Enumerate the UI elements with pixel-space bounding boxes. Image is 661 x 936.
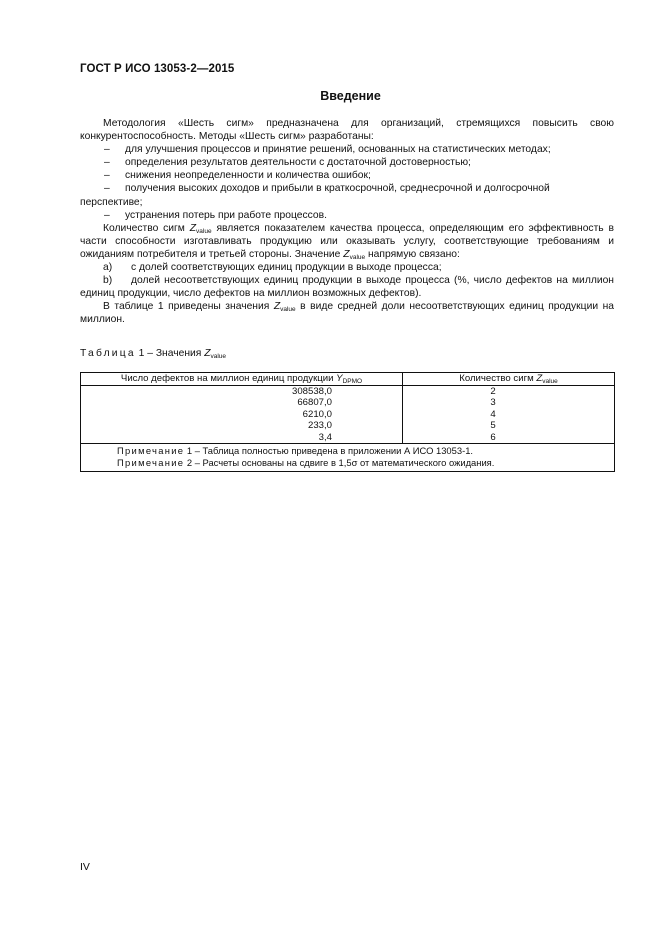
section-title: Введение	[320, 89, 381, 103]
list-item-b: b) долей несоответствующих единиц продукции в выходе процесса (%, число дефектов на миллион единиц продукции, число дефектов на миллион возможных дефектов).	[80, 275, 614, 300]
column-header-dpmo: Число дефектов на миллион единиц продукции $Y_{DPMO}$	[81, 373, 403, 386]
document-header: ГОСТ Р ИСО 13053-2—2015	[80, 63, 235, 75]
body-text	[80, 117, 614, 327]
table-caption: Таблица 1 – Значения $Z_{value}$	[80, 348, 227, 360]
note-1: Примечание 1 – Таблица полностью приведена в приложении А ИСО 13053-1.	[117, 445, 474, 457]
table-notes-row	[81, 444, 615, 472]
bullet-item: – снижения неопределенности и количества ошибок;	[104, 170, 371, 182]
table-row: 6210,0 4	[81, 409, 615, 420]
list-item-a: a) с долей соответствующих единиц продукции в выходе процесса;	[103, 262, 442, 274]
bullet-item: – определения результатов деятельности с достаточной достоверностью;	[104, 157, 471, 169]
column-header-sigma: Количество сигм $Z_{value}$	[403, 373, 615, 386]
bullet-item: – для улучшения процессов и принятие решений, основанных на статистических методах;	[104, 144, 551, 156]
bullet-item: – устранения потерь при работе процессов.	[104, 209, 327, 221]
paragraph-sigma: Количество сигм $Z_{value}$ является показателем качества процесса, определяющим его эффективность в части способности изготавливать продукцию или оказывать услугу, соответствующие требованиям и ожиданиям потребителя и третьей стороны. Значение $Z_{value}$ напрямую связано:	[80, 222, 614, 261]
table-header-row	[81, 373, 615, 386]
page-number: IV	[80, 861, 90, 873]
note-2: Примечание 2 – Расчеты основаны на сдвиге в 1,5σ от математического ожидания.	[117, 457, 495, 469]
sigma-table	[80, 372, 615, 472]
table-row: 3,4 6	[81, 432, 615, 444]
table-row: 233,0 5	[81, 420, 615, 431]
table-notes	[81, 444, 615, 472]
paragraph-table-ref: В таблице 1 приведены значения $Z_{value}$ в виде средней доли несоответствующих единиц продукции на миллион.	[80, 301, 614, 326]
bullet-continuation: перспективе;	[80, 196, 143, 208]
bullet-item: – получения высоких доходов и прибыли в краткосрочной, среднесрочной и долгосрочной	[104, 183, 550, 195]
paragraph-intro: Методология «Шесть сигм» предназначена для организаций, стремящихся повысить свою конкурентоспособность. Методы «Шесть сигм» разработаны:	[80, 118, 614, 143]
table-row: 66807,0 3	[81, 397, 615, 408]
table-row: 308538,0 2	[81, 386, 615, 398]
